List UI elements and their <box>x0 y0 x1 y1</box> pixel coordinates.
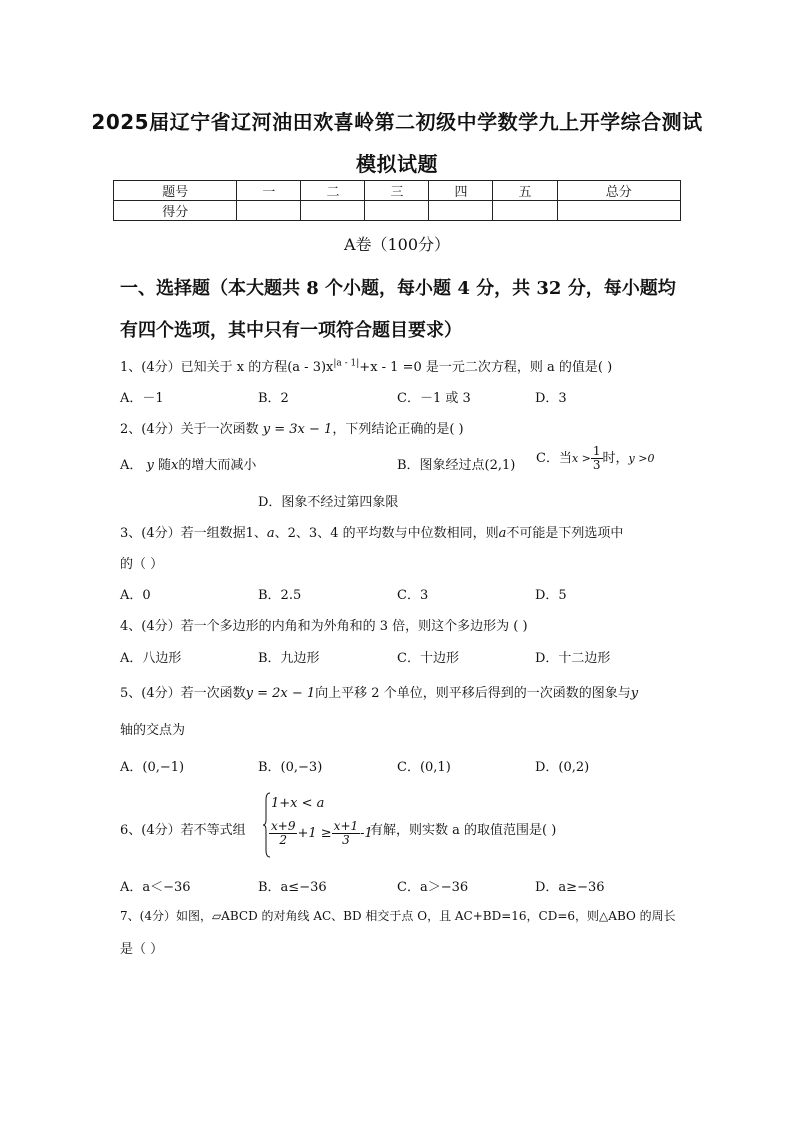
score-row-label: 得分 <box>114 201 237 221</box>
option-c: C．(0,1) <box>397 760 451 775</box>
option-c <box>536 445 654 472</box>
math-var: a <box>266 526 275 541</box>
fraction <box>332 820 360 847</box>
question-text: 1、(4分）已知关于 x 的方程(a - 3)x <box>120 360 334 375</box>
score-header-cell: 题号 <box>114 181 237 201</box>
question-6-suffix: 有解，则实数 a 的取值范围是( ) <box>370 823 557 838</box>
exponent: |a - 1| <box>333 358 360 369</box>
question-3 <box>120 522 623 541</box>
score-cell <box>365 201 429 221</box>
question-text: 2、(4分）关于一次函数 <box>120 422 259 437</box>
fraction-numerator: x+9 <box>271 819 296 833</box>
option-b: B．九边形 <box>258 651 320 666</box>
score-table-header-row <box>114 181 681 201</box>
section-subtitle: A卷（100分） <box>343 235 451 254</box>
question-text: 5、(4分）若一次函数 <box>120 686 246 701</box>
formula: y = 3x − 1 <box>262 422 333 437</box>
score-cell <box>429 201 493 221</box>
math-var: y >0 <box>628 452 655 465</box>
question-text: +x - 1 =0 是一元二次方程，则 a 的值是( ) <box>359 360 613 375</box>
option-c: C．a＞−36 <box>397 880 469 895</box>
option-text: 时， <box>602 451 629 466</box>
option-a: A．0 <box>120 588 151 603</box>
question-7-line2: 是（ ） <box>120 942 164 957</box>
option-text: 的增大而减小 <box>178 458 257 473</box>
option-d: D．5 <box>535 588 567 603</box>
score-table-score-row <box>114 201 681 221</box>
math-text: +1 ≥ <box>297 826 332 841</box>
math-var: x > <box>571 452 591 465</box>
option-c: C．十边形 <box>397 651 459 666</box>
question-text: 向上平移 2 个单位，则平移后得到的一次函数的图象与 <box>315 686 631 701</box>
option-label: C．当 <box>536 451 572 466</box>
question-5 <box>120 682 638 701</box>
inequality-1: 1+x < a <box>271 796 325 811</box>
score-header-cell: 一 <box>237 181 301 201</box>
fraction-denominator: 3 <box>342 833 350 847</box>
math-var: y <box>630 686 639 701</box>
option-a: A．a＜−36 <box>120 880 191 895</box>
question-text: 不可能是下列选项中 <box>506 526 624 541</box>
fraction-denominator: 2 <box>279 833 288 847</box>
option-a: A．八边形 <box>120 651 182 666</box>
option-d: D．图象不经过第四象限 <box>258 495 399 510</box>
score-header-cell: 三 <box>365 181 429 201</box>
math-var: y <box>146 458 154 473</box>
option-d: D．3 <box>535 391 567 406</box>
option-label: A． <box>120 458 143 473</box>
score-cell <box>301 201 365 221</box>
inequality-2 <box>269 820 373 847</box>
question-text: 3、(4分）若一组数据1、 <box>120 526 267 541</box>
question-text: 、2、3、4 的平均数与中位数相同，则 <box>274 526 499 541</box>
math-var: a <box>498 526 507 541</box>
question-4: 4、(4分）若一个多边形的内角和为外角和的 3 倍，则这个多边形为 ( ) <box>120 619 528 634</box>
score-header-cell: 总分 <box>557 181 681 201</box>
question-text: ，下列结论正确的是( ) <box>332 422 464 437</box>
question-6-prefix: 6、(4分）若不等式组 <box>120 823 246 838</box>
fraction-numerator: x+1 <box>333 819 359 833</box>
score-cell <box>557 201 681 221</box>
score-table <box>113 180 681 221</box>
option-d: D．a≥−36 <box>535 880 605 895</box>
math-var: x <box>171 458 179 473</box>
option-b: B．(0,−3) <box>258 760 323 775</box>
fraction <box>269 820 297 847</box>
option-b: B．a≤−36 <box>258 880 327 895</box>
option-d: D．十二边形 <box>535 651 611 666</box>
question-5-line2: 轴的交点为 <box>120 723 186 738</box>
section-heading: 一、选择题（本大题共 8 个小题，每小题 4 分，共 32 分，每小题均 <box>120 278 676 299</box>
question-7: 7、(4分）如图，▱ABCD 的对角线 AC、BD 相交于点 O，且 AC+BD=16，CD=6，则△ABO 的周长 <box>120 909 676 923</box>
question-2 <box>120 418 464 437</box>
fraction-numerator: 1 <box>592 444 601 458</box>
formula: y = 2x − 1 <box>245 686 316 701</box>
score-header-cell: 五 <box>493 181 557 201</box>
score-cell <box>237 201 301 221</box>
option-c: C．3 <box>397 588 429 603</box>
section-heading-line2: 有四个选项，其中只有一项符合题目要求） <box>120 320 462 341</box>
option-text: 随 <box>158 458 172 473</box>
score-cell <box>493 201 557 221</box>
score-header-cell: 二 <box>301 181 365 201</box>
option-b: B．图象经过点(2,1) <box>397 458 516 473</box>
option-c: C．－1 或 3 <box>397 391 471 406</box>
option-a: A．(0,−1) <box>120 760 185 775</box>
option-b: B．2.5 <box>258 588 302 603</box>
page-title-line2: 模拟试题 <box>356 152 438 176</box>
option-a: A．－1 <box>120 391 164 406</box>
option-b: B．2 <box>258 391 289 406</box>
fraction-denominator: 3 <box>592 458 601 472</box>
option-a <box>120 454 256 473</box>
option-d: D．(0,2) <box>535 760 590 775</box>
math-text: -1 <box>360 826 373 841</box>
score-header-cell: 四 <box>429 181 493 201</box>
question-3-line2: 的（ ） <box>120 557 164 572</box>
fraction <box>591 445 603 472</box>
page-title: 2025届辽宁省辽河油田欢喜岭第二初级中学数学九上开学综合测试 <box>91 110 703 134</box>
question-1 <box>120 356 612 375</box>
